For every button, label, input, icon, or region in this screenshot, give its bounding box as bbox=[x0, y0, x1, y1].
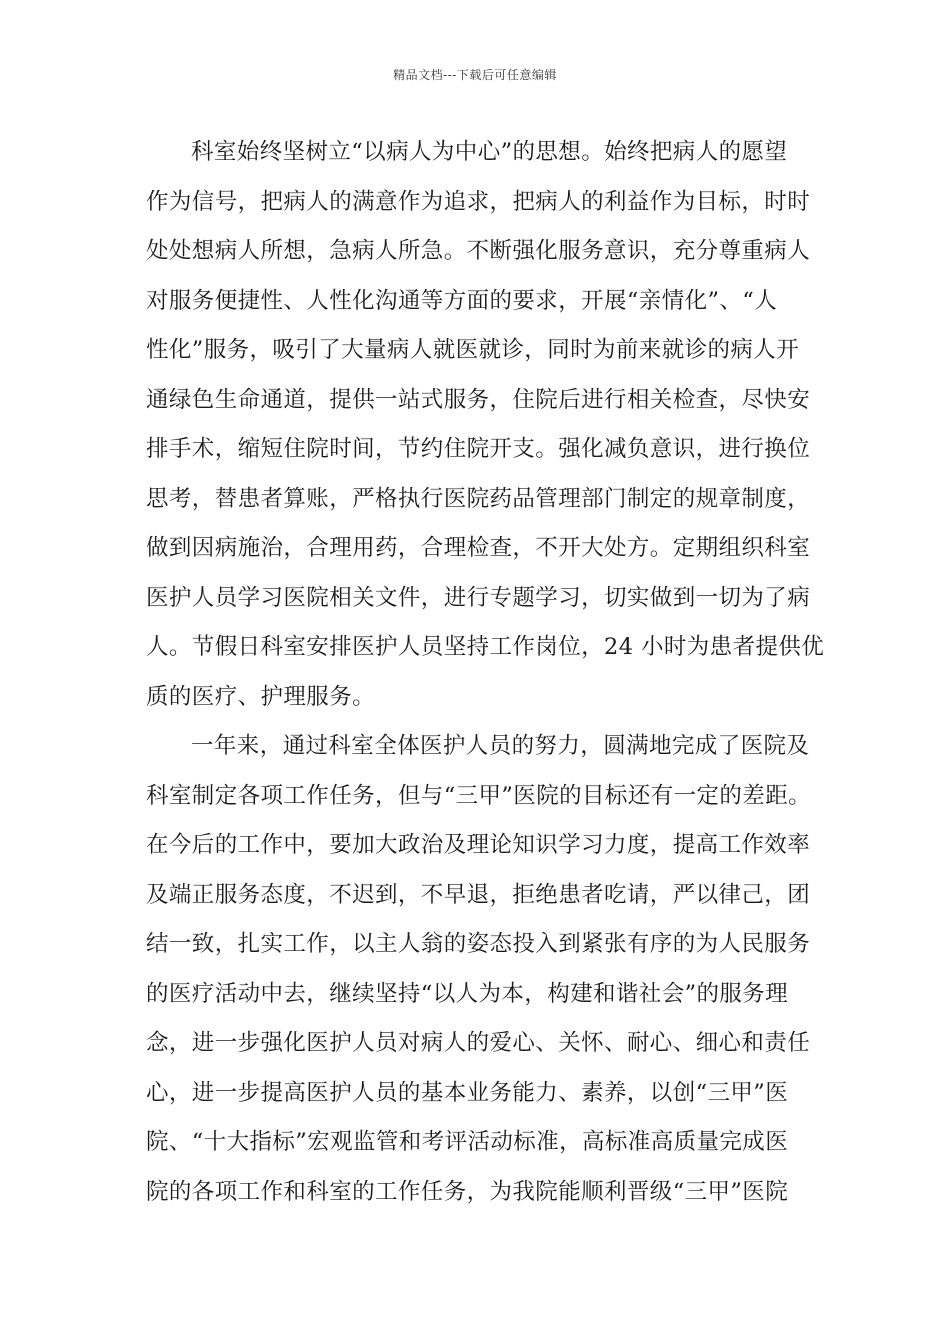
text-line: 结一致，扎实工作，以主人翁的姿态投入到紧张有序的为人民服务 bbox=[146, 931, 811, 957]
text-line: 院的各项工作和科室的工作任务，为我院能顺利晋级“三甲”医院 bbox=[146, 1178, 789, 1205]
text-line: 医护人员学习医院相关文件，进行专题学习，切实做到一切为了病 bbox=[146, 584, 811, 611]
text-line: 在今后的工作中，要加大政治及理论知识学习力度，提高工作效率 bbox=[146, 832, 811, 858]
text-line: 通绿色生命通道，提供一站式服务，住院后进行相关检查，尽快安 bbox=[146, 386, 811, 413]
text-line: 性化”服务，吸引了大量病人就医就诊，同时为前来就诊的病人开 bbox=[146, 337, 800, 363]
text-line: 及端正服务态度，不迟到，不早退，拒绝患者吃请，严以律己，团 bbox=[146, 881, 811, 908]
paragraph bbox=[146, 128, 825, 722]
text-line: 院、“十大指标”宏观监管和考评活动标准，高标准高质量完成医 bbox=[146, 1129, 789, 1155]
text-line: 排手术，缩短住院时间，节约住院开支。强化减负意识，进行换位 bbox=[146, 436, 811, 462]
text-line: 思考，替患者算账，严格执行医院药品管理部门制定的规章制度， bbox=[146, 485, 811, 512]
text-line: 做到因病施治，合理用药，合理检查，不开大处方。定期组织科室 bbox=[146, 535, 811, 561]
page-header: 精品文档---下载后可任意编辑 bbox=[393, 68, 557, 82]
paragraph bbox=[146, 722, 812, 1217]
text-line: 念，进一步强化医护人员对病人的爱心、关怀、耐心、细心和责任 bbox=[146, 1030, 811, 1056]
text-line: 质的医疗、护理服务。 bbox=[146, 683, 376, 710]
text-line: 心，进一步提高医护人员的基本业务能力、素养，以创“三甲”医 bbox=[146, 1079, 789, 1106]
text-line: 人。节假日科室安排医护人员坚持工作岗位，24 小时为患者提供优 bbox=[146, 634, 825, 660]
text-line: 科室始终坚树立“以病人为中心”的思想。始终把病人的愿望 bbox=[191, 139, 788, 165]
text-line: 作为信号，把病人的满意作为追求，把病人的利益作为目标，时时 bbox=[146, 188, 811, 215]
text-line: 一年来，通过科室全体医护人员的努力，圆满地完成了医院及 bbox=[191, 733, 810, 759]
text-line: 科室制定各项工作任务，但与“三甲”医院的目标还有一定的差距。 bbox=[146, 782, 812, 809]
text-line: 的医疗活动中去，继续坚持“以人为本，构建和谐社会”的服务理 bbox=[146, 980, 789, 1007]
text-line: 对服务便捷性、人性化沟通等方面的要求，开展“亲情化”、“人 bbox=[146, 287, 778, 314]
text-line: 处处想病人所想，急病人所急。不断强化服务意识，充分尊重病人 bbox=[146, 238, 811, 264]
document-body bbox=[146, 128, 825, 1217]
